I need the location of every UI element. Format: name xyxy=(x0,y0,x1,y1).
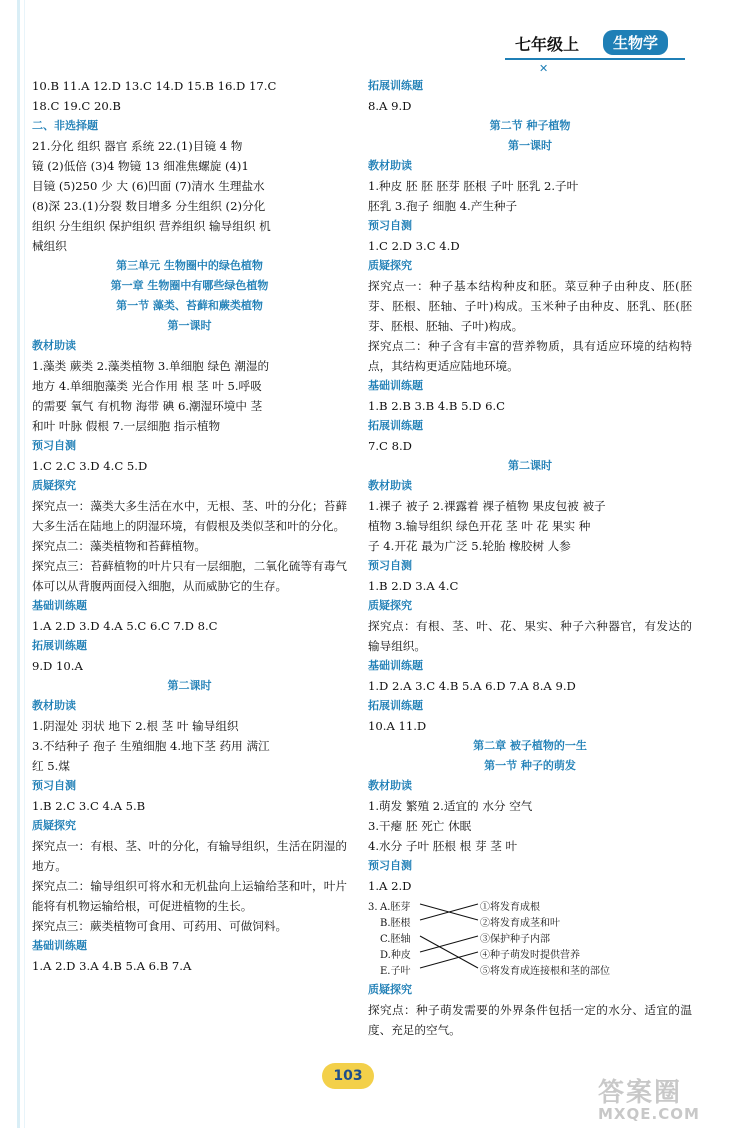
matching-right-item: ②将发育成茎和叶 xyxy=(480,918,560,929)
section-heading: 教材助读 xyxy=(368,779,412,792)
chapter-title: 第一课时 xyxy=(508,139,552,152)
section-heading: 预习自测 xyxy=(32,439,76,452)
answer-line: 1.A 2.D 3.A 4.B 5.A 6.B 7.A xyxy=(32,959,192,973)
answer-line: 探究点一：有根、茎、叶的分化，有输导组织，生活在阴湿的地方。 xyxy=(32,839,347,873)
chapter-title: 第二课时 xyxy=(508,459,552,472)
section-heading: 基础训练题 xyxy=(32,599,87,612)
answer-line: 1.阴湿处 羽状 地下 2.根 茎 叶 输导组织 xyxy=(32,719,239,733)
matching-diagram xyxy=(368,898,692,980)
page-number: 103 xyxy=(322,1063,374,1089)
subject-badge: 生物学 xyxy=(603,30,668,55)
section-heading: 拓展训练题 xyxy=(368,79,423,92)
answer-line: 地方 4.单细胞藻类 光合作用 根 茎 叶 5.呼吸 xyxy=(32,379,262,393)
answer-line: 8.A 9.D xyxy=(368,99,412,113)
matching-line xyxy=(420,936,478,952)
answer-line: 组织 分生组织 保护组织 营养组织 输导组织 机 xyxy=(32,219,271,233)
section-heading: 教材助读 xyxy=(368,159,412,172)
answer-line: 1.A 2.D 3.D 4.A 5.C 6.C 7.D 8.C xyxy=(32,619,218,633)
section-heading: 质疑探究 xyxy=(368,599,412,612)
matching-right-item: ③保护种子内部 xyxy=(480,934,550,945)
answer-line: 4.水分 子叶 胚根 根 芽 茎 叶 xyxy=(368,839,518,853)
page-spine xyxy=(17,0,20,1128)
chapter-title: 第一课时 xyxy=(167,319,212,332)
answer-line: 3.干瘪 胚 死亡 休眠 xyxy=(368,819,472,833)
answer-line: 探究点：种子萌发需要的外界条件包括一定的水分、适宜的温度、充足的空气。 xyxy=(368,1003,692,1037)
section-heading: 拓展训练题 xyxy=(32,639,87,652)
section-heading: 预习自测 xyxy=(368,219,412,232)
chapter-title: 第二节 种子植物 xyxy=(489,119,571,132)
answer-line: 1.裸子 被子 2.裸露着 裸子植物 果皮包被 被子 xyxy=(368,499,606,513)
answer-line: (8)深 23.(1)分裂 数目增多 分生组织 (2)分化 xyxy=(32,199,266,213)
section-heading: 预习自测 xyxy=(368,859,412,872)
watermark-line1: 答案圈 xyxy=(598,1078,683,1108)
section-heading: 预习自测 xyxy=(368,559,412,572)
matching-left-item: D.种皮 xyxy=(380,950,411,961)
chapter-title: 第二课时 xyxy=(167,679,212,692)
watermark-line2: MXQE.COM xyxy=(598,1105,700,1123)
answer-line: 1.B 2.B 3.B 4.B 5.D 6.C xyxy=(368,399,506,413)
left-column xyxy=(32,76,347,976)
section-heading: 质疑探究 xyxy=(368,983,412,996)
answer-line: 7.C 8.D xyxy=(368,439,412,453)
answer-line: 21.分化 组织 器官 系统 22.(1)目镜 4 物 xyxy=(32,139,243,153)
answer-line: 目镜 (5)250 少 大 (6)凹面 (7)清水 生理盐水 xyxy=(32,179,265,193)
section-heading: 拓展训练题 xyxy=(368,419,423,432)
answer-line: 10.A 11.D xyxy=(368,719,427,733)
section-heading: 基础训练题 xyxy=(368,659,423,672)
answer-line: 探究点一：藻类大多生活在水中，无根、茎、叶的分化；苔藓大多生活在陆地上的阴湿环境，有假根及类似茎和叶的分化。 xyxy=(32,499,347,533)
answer-line: 子 4.开花 最为广泛 5.轮胎 橡胶树 人参 xyxy=(368,539,571,553)
chapter-title: 第一节 藻类、苔藓和蕨类植物 xyxy=(116,299,263,312)
answer-line: 红 5.煤 xyxy=(32,759,70,773)
answer-line: 1.B 2.C 3.C 4.A 5.B xyxy=(32,799,146,813)
answer-line: 探究点三：苔藓植物的叶片只有一层细胞，二氧化硫等有毒气体可以从背腹两面侵入细胞，从而威胁它的生存。 xyxy=(32,559,347,593)
section-heading: 拓展训练题 xyxy=(368,699,423,712)
answer-line: 探究点二：输导组织可将水和无机盐向上运输给茎和叶，叶片能将有机物运输给根，可促进植物的生长。 xyxy=(32,879,347,913)
matching-line xyxy=(420,936,478,968)
answer-line: 10.B 11.A 12.D 13.C 14.D 15.B 16.D 17.C xyxy=(32,79,277,93)
answer-line: 胚乳 3.孢子 细胞 4.产生种子 xyxy=(368,199,518,213)
answer-line: 1.C 2.C 3.D 4.C 5.D xyxy=(32,459,148,473)
section-heading: 预习自测 xyxy=(32,779,76,792)
answer-line: 探究点二：藻类植物和苔藓植物。 xyxy=(32,539,206,553)
answer-line: 1.C 2.D 3.C 4.D xyxy=(368,239,460,253)
matching-right-item: ①将发育成根 xyxy=(480,902,540,913)
answer-line: 械组织 xyxy=(32,239,67,253)
section-heading: 质疑探究 xyxy=(368,259,412,272)
answer-line: 探究点一：种子基本结构种皮和胚。菜豆种子由种皮、胚(胚芽、胚根、胚轴、子叶)构成。玉米种子由种皮、胚乳、胚(胚芽、胚根、胚轴、子叶)构成。 xyxy=(368,279,692,333)
answer-line: 1.萌发 繁殖 2.适宜的 水分 空气 xyxy=(368,799,533,813)
grade-label: 七年级上 xyxy=(515,35,580,54)
answer-line: 1.B 2.D 3.A 4.C xyxy=(368,579,459,593)
section-heading: 教材助读 xyxy=(368,479,412,492)
watermark xyxy=(598,1072,738,1123)
answer-line: 和叶 叶脉 假根 7.一层细胞 指示植物 xyxy=(32,419,221,433)
chapter-title: 第一节 种子的萌发 xyxy=(484,759,576,772)
chapter-title: 第一章 生物圈中有哪些绿色植物 xyxy=(110,279,269,292)
section-heading: 质疑探究 xyxy=(32,819,76,832)
right-column xyxy=(368,76,692,1040)
answer-line: 1.种皮 胚 胚 胚芽 胚根 子叶 胚乳 2.子叶 xyxy=(368,179,579,193)
answer-line: 1.D 2.A 3.C 4.B 5.A 6.D 7.A 8.A 9.D xyxy=(368,679,576,693)
matching-left-item: E.子叶 xyxy=(380,966,411,977)
matching-left-item: B.胚根 xyxy=(380,918,411,929)
answer-line: 9.D 10.A xyxy=(32,659,83,673)
section-heading: 二、非选择题 xyxy=(32,119,98,132)
chapter-title: 第二章 被子植物的一生 xyxy=(473,739,587,752)
answer-line: 3.不结种子 孢子 生殖细胞 4.地下茎 药用 满江 xyxy=(32,739,270,753)
answer-line: 探究点三：蕨类植物可食用、可药用、可做饲料。 xyxy=(32,919,288,933)
header-star-icon: ✕ xyxy=(539,62,549,75)
matching-line xyxy=(420,952,478,968)
page-spine-line xyxy=(24,0,25,1128)
section-heading: 基础训练题 xyxy=(368,379,423,392)
answer-line: 探究点：有根、茎、叶、花、果实、种子六种器官，有发达的输导组织。 xyxy=(368,619,692,653)
section-heading: 质疑探究 xyxy=(32,479,76,492)
matching-left-item: A.胚芽 xyxy=(380,902,411,913)
page-header xyxy=(505,28,725,75)
answer-line: 探究点二：种子含有丰富的营养物质，具有适应环境的结构特点，其结构更适应陆地环境。 xyxy=(368,339,692,373)
matching-right-item: ⑤将发育成连接根和茎的部位 xyxy=(480,966,610,977)
answer-line: 1.A 2.D xyxy=(368,879,412,893)
section-heading: 基础训练题 xyxy=(32,939,87,952)
answer-line: 18.C 19.C 20.B xyxy=(32,99,121,113)
answer-line: 植物 3.输导组织 绿色开花 茎 叶 花 果实 种 xyxy=(368,519,591,533)
matching-right-item: ④种子萌发时提供营养 xyxy=(480,950,580,961)
section-heading: 教材助读 xyxy=(32,339,76,352)
matching-left-item: C.胚轴 xyxy=(380,934,411,945)
answer-line: 的需要 氧气 有机物 海带 碘 6.潮湿环境中 茎 xyxy=(32,399,263,413)
chapter-title: 第三单元 生物圈中的绿色植物 xyxy=(116,259,263,272)
header-rule xyxy=(505,58,685,60)
answer-line: 1.藻类 蕨类 2.藻类植物 3.单细胞 绿色 潮湿的 xyxy=(32,359,270,373)
answer-line: 镜 (2)低倍 (3)4 物镜 13 细准焦螺旋 (4)1 xyxy=(32,159,249,173)
section-heading: 教材助读 xyxy=(32,699,76,712)
matching-prefix: 3. xyxy=(368,902,378,913)
